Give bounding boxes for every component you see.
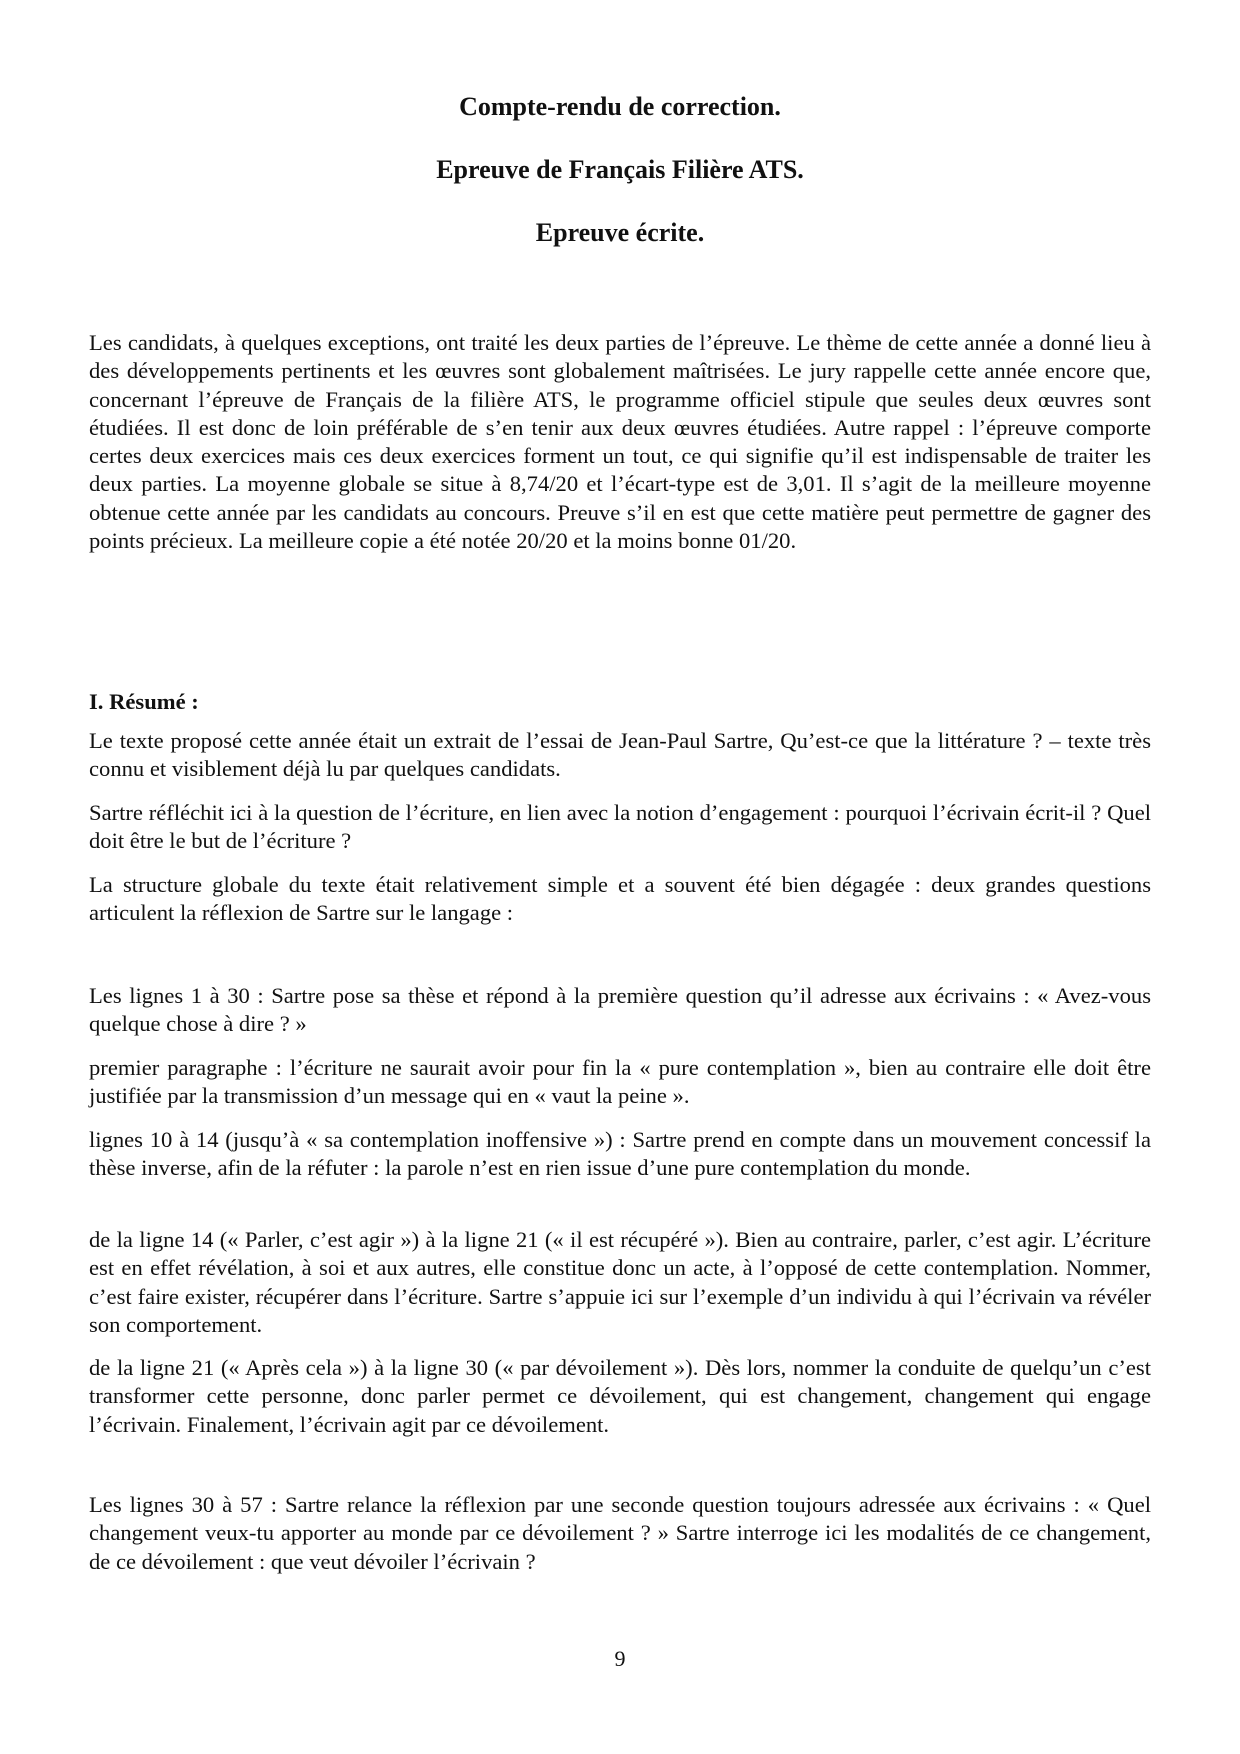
section-heading-resume: I. Résumé :	[89, 689, 199, 714]
document-subtitle: Epreuve de Français Filière ATS.	[436, 155, 804, 184]
paragraph: Les lignes 30 à 57 : Sartre relance la réflexion par une seconde question toujours adressée aux écrivains : « Quel changement veux-tu apporter au monde par ce dévoilement ? » Sartre interroge ici les modalités de ce changement, de ce dévoilement : que veut dévoiler l’écrivain ?	[89, 1492, 1151, 1574]
paragraph: La structure globale du texte était relativement simple et a souvent été bien dégagée : deux grandes questions articulent la réflexion de Sartre sur le langage :	[89, 872, 1151, 926]
paragraph: Sartre réfléchit ici à la question de l’écriture, en lien avec la notion d’engagement : pourquoi l’écrivain écrit-il ? Quel doit être le but de l’écriture ?	[89, 800, 1151, 854]
paragraph: de la ligne 21 (« Après cela ») à la ligne 30 (« par dévoilement »). Dès lors, nommer la conduite de quelqu’un c’est transformer cette personne, donc parler permet ce dévoilement, qui est changement, changement qui engage l’écrivain. Finalement, l’écrivain agit par ce dévoilement.	[89, 1355, 1151, 1437]
page-number: 9	[614, 1646, 626, 1671]
document-title: Compte-rendu de correction.	[459, 92, 781, 121]
paragraph: de la ligne 14 (« Parler, c’est agir ») à la ligne 21 (« il est récupéré »). Bien au contraire, parler, c’est agir. L’écriture est en effet révélation, à soi et aux autres, elle constitue donc un acte, à l’opposé de cette contemplation. Nommer, c’est faire exister, récupérer dans l’écriture. Sartre s’appuie ici sur l’exemple d’un individu à qui l’écrivain va révéler son comportement.	[89, 1227, 1151, 1337]
paragraph: Les lignes 1 à 30 : Sartre pose sa thèse et répond à la première question qu’il adresse aux écrivains : « Avez-vous quelque chose à dire ? »	[89, 983, 1151, 1037]
document-subtitle-exam-type: Epreuve écrite.	[535, 218, 705, 247]
paragraph: lignes 10 à 14 (jusqu’à « sa contemplation inoffensive ») : Sartre prend en compte dans un mouvement concessif la thèse inverse, afin de la réfuter : la parole n’est en rien issue d’une pure contemplation du monde.	[89, 1127, 1151, 1181]
paragraph: Le texte proposé cette année était un extrait de l’essai de Jean-Paul Sartre, Qu’est-ce que la littérature ? – texte très connu et visiblement déjà lu par quelques candidats.	[89, 728, 1151, 782]
paragraph: premier paragraphe : l’écriture ne saurait avoir pour fin la « pure contemplation », bien au contraire elle doit être justifiée par la transmission d’un message qui en « vaut la peine ».	[89, 1055, 1151, 1109]
intro-paragraph: Les candidats, à quelques exceptions, ont traité les deux parties de l’épreuve. Le thème de cette année a donné lieu à des développements pertinents et les œuvres sont globalement maîtrisées. Le jury rappelle cette année encore que, concernant l’épreuve de Français de la filière ATS, le programme officiel stipule que seules deux œuvres sont étudiées. Il est donc de loin préférable de s’en tenir aux deux œuvres étudiées. Autre rappel : l’épreuve comporte certes deux exercices mais ces deux exercices forment un tout, ce qui signifie qu’il est indispensable de traiter les deux parties. La moyenne globale se situe à 8,74/20 et l’écart-type est de 3,01. Il s’agit de la meilleure moyenne obtenue cette année par les candidats au concours. Preuve s’il en est que cette matière peut permettre de gagner des points précieux. La meilleure copie a été notée 20/20 et la moins bonne 01/20.	[89, 330, 1151, 554]
